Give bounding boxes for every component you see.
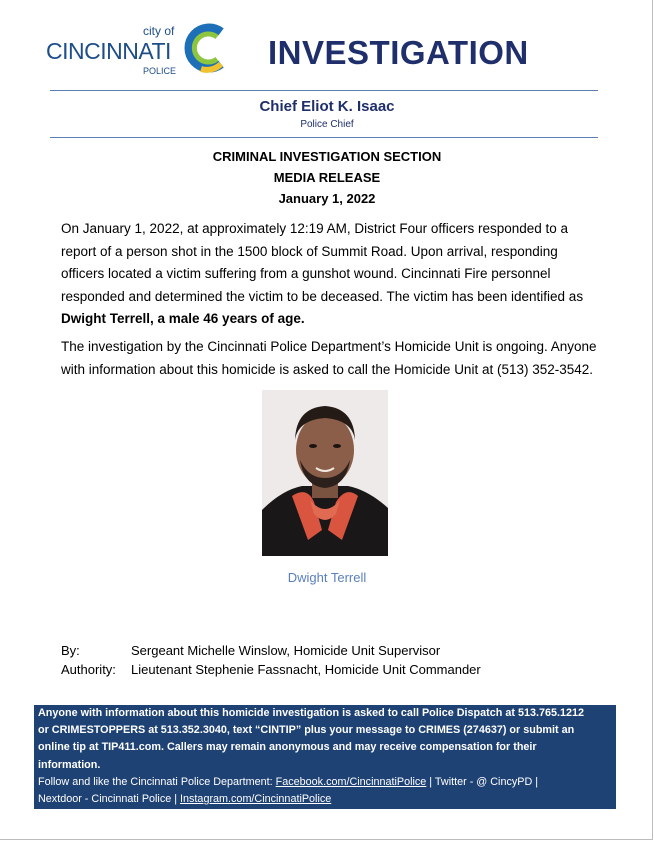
victim-identity: Dwight Terrell, a male 46 years of age. [61, 311, 305, 326]
follow-prefix: Follow and like the Cincinnati Police Department: [38, 775, 276, 788]
chief-name: Chief Eliot K. Isaac [259, 98, 395, 115]
para1-line: officers located a victim suffering from a gunshot wound. Cincinnati Fire personnel [61, 266, 551, 281]
chief-title: Police Chief [300, 119, 354, 130]
photo-caption: Dwight Terrell [287, 570, 367, 585]
by-value: Sergeant Michelle Winslow, Homicide Unit Supervisor [131, 643, 441, 658]
twitter-text: | Twitter - @ CincyPD | [426, 775, 539, 788]
victim-photo [262, 390, 388, 556]
release-type: MEDIA RELEASE [273, 170, 381, 185]
footer-line: or CRIMESTOPPERS at 513.352.3040, text “CINTIP” plus your message to CRIMES (274637) or submit an [38, 724, 575, 737]
para2-line: The investigation by the Cincinnati Police Department’s Homicide Unit is ongoing. Anyone [61, 339, 597, 354]
release-date: January 1, 2022 [278, 191, 376, 206]
facebook-link[interactable]: Facebook.com/CincinnatiPolice [275, 775, 427, 788]
footer-social-line [38, 791, 612, 808]
paragraph-incident [61, 218, 621, 331]
authority-label: Authority: [61, 662, 116, 677]
by-label: By: [61, 643, 80, 658]
page-title: INVESTIGATION [268, 34, 529, 71]
footer-line: online tip at TIP411.com. Callers may remain anonymous and may receive compensation for their [38, 741, 537, 754]
para1-line: responded and determined the victim to be deceased. The victim has been identified as [61, 288, 584, 304]
victim-portrait-image [262, 390, 388, 556]
instagram-link[interactable]: Instagram.com/CincinnatiPolice [180, 793, 332, 806]
logo-city-of: city of [143, 24, 175, 38]
para1-line: On January 1, 2022, at approximately 12:19 AM, District Four officers responded to a [61, 221, 569, 236]
cincinnati-police-logo [46, 26, 236, 78]
section-heading: CRIMINAL INVESTIGATION SECTION [212, 149, 442, 164]
logo-police: POLICE [143, 66, 177, 76]
logo-name: CINCINNATI [46, 38, 171, 64]
footer-line: Anyone with information about this homicide investigation is asked to call Police Dispatch at 513.765.1212 [38, 707, 584, 719]
footer-line: information. [38, 758, 101, 771]
nextdoor-text: Nextdoor - Cincinnati Police | [38, 793, 181, 806]
footer-follow-line [38, 774, 612, 791]
logo-c-icon [181, 22, 231, 74]
bottom-rule [50, 137, 598, 138]
top-rule [50, 90, 598, 91]
footer-tip-box [34, 705, 616, 809]
para2-line: with information about this homicide is asked to call the Homicide Unit at (513) 352-3542. [61, 361, 594, 377]
para1-line: report of a person shot in the 1500 block of Summit Road. Upon arrival, responding [61, 243, 558, 259]
authority-value: Lieutenant Stephenie Fassnacht, Homicide Unit Commander [131, 662, 481, 677]
paragraph-investigation [61, 336, 621, 381]
